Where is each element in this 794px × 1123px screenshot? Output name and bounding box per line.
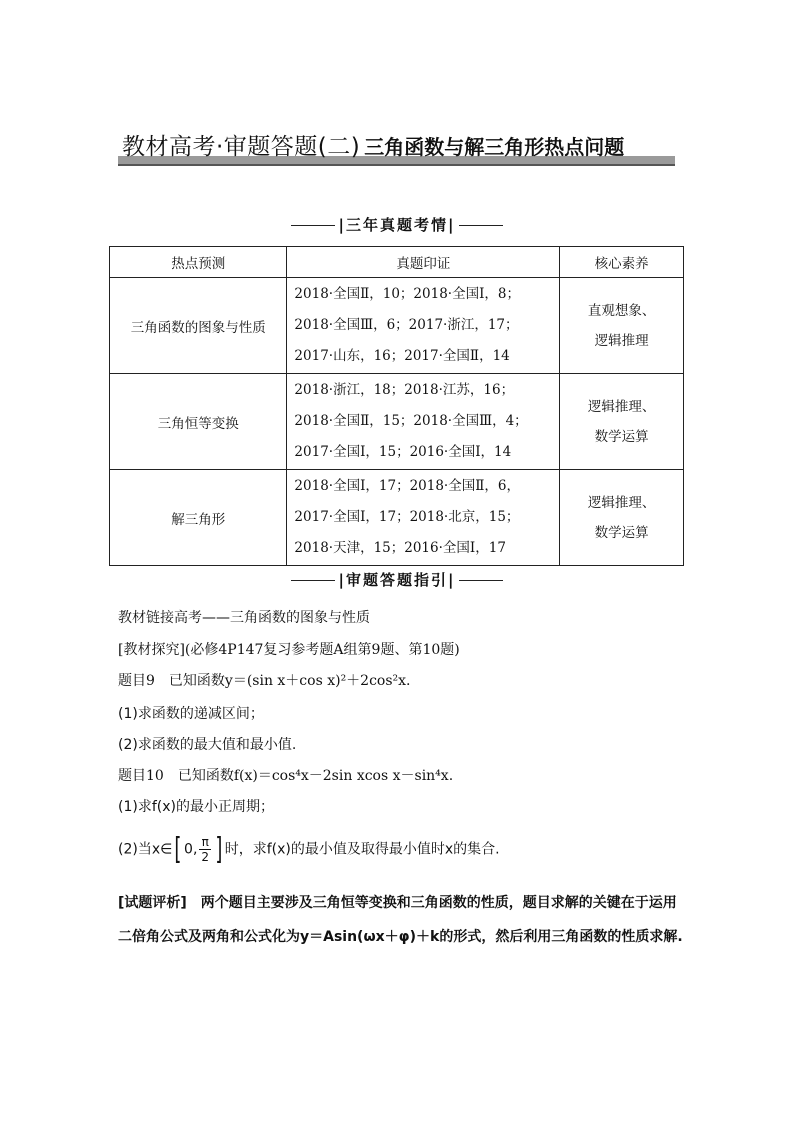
fraction-numerator: π — [199, 835, 211, 850]
table-header-cell: 真题印证 — [287, 247, 560, 278]
interval-lower: 0, — [184, 841, 198, 858]
topic-cell: 解三角形 — [110, 470, 287, 566]
evidence-line: 2018·浙江，18；2018·江苏，16； — [294, 382, 515, 398]
page-title — [118, 128, 678, 168]
title-sub: 三角函数与解三角形热点问题 — [364, 135, 625, 159]
fraction-pi-over-2 — [199, 835, 211, 864]
literacy-line: 逻辑推理 — [594, 332, 649, 349]
textbook-reference: [教材探究](必修4P147复习参考题A组第9题、第10题) — [118, 642, 460, 658]
evidence-cell — [287, 278, 560, 374]
section-heading-answer-guide — [0, 569, 794, 590]
evidence-line: 2017·全国Ⅰ，17；2018·北京，15； — [294, 509, 520, 525]
heading-rule-right — [459, 225, 503, 226]
literacy-line: 数学运算 — [594, 428, 649, 445]
table-header-cell: 热点预测 — [110, 247, 287, 278]
evidence-cell — [287, 374, 560, 470]
problem-10-part-1: (1)求f(x)的最小正周期； — [118, 799, 274, 815]
evidence-line: 2017·山东，16；2017·全国Ⅱ，14 — [294, 348, 510, 364]
table-header-cell: 核心素养 — [560, 247, 684, 278]
literacy-cell — [560, 374, 684, 470]
table-header-row — [110, 247, 684, 278]
table-row — [110, 374, 684, 470]
table-row — [110, 470, 684, 566]
interval-close-bracket: ] — [215, 832, 223, 867]
heading-rule-left — [291, 580, 335, 581]
topic-cell: 三角函数的图象与性质 — [110, 278, 287, 374]
exam-trends-table — [109, 246, 684, 566]
evidence-line: 2018·全国Ⅲ，6；2017·浙江，17； — [294, 317, 519, 333]
literacy-cell — [560, 470, 684, 566]
part-2-suffix: 时，求f(x)的最小值及取得最小值时x的集合. — [224, 841, 500, 858]
problem-analysis: [试题评析] 两个题目主要涉及三角恒等变换和三角函数的性质，题目求解的关键在于运用二倍角公式及两角和公式化为y＝Asin(ωx＋φ)＋k的形式，然后利用三角函数的性质求解. — [118, 895, 683, 945]
literacy-line: 逻辑推理、 — [587, 398, 656, 415]
problem-9-part-1: (1)求函数的递减区间； — [118, 706, 264, 722]
title-main: 教材高考·审题答题(二) — [122, 134, 361, 160]
section-heading-text: |三年真题考情| — [338, 216, 456, 234]
section-heading-exam-trends — [0, 214, 794, 235]
problem-10-part-2 — [118, 832, 500, 867]
part-2-prefix: (2)当x∈ — [118, 841, 173, 858]
problem-10: 题目10 已知函数f(x)＝cos⁴x－2sin xcos x－sin⁴x. — [118, 768, 454, 784]
evidence-line: 2018·全国Ⅱ，10；2018·全国Ⅰ，8； — [294, 286, 520, 302]
evidence-line: 2018·全国Ⅰ，17；2018·全国Ⅱ，6， — [294, 478, 520, 494]
literacy-line: 逻辑推理、 — [587, 494, 656, 511]
problem-9-part-2: (2)求函数的最大值和最小值. — [118, 737, 297, 753]
evidence-cell — [287, 470, 560, 566]
literacy-line: 直观想象、 — [587, 302, 656, 319]
interval-open-bracket: [ — [174, 832, 182, 867]
title-text — [122, 128, 624, 161]
evidence-line: 2017·全国Ⅰ，15；2016·全国Ⅰ，14 — [294, 444, 512, 460]
problem-9: 题目9 已知函数y＝(sin x＋cos x)²＋2cos²x. — [118, 673, 411, 689]
heading-rule-left — [291, 225, 335, 226]
literacy-cell — [560, 278, 684, 374]
section-heading-text: |审题答题指引| — [338, 571, 456, 589]
evidence-line: 2018·天津，15；2016·全国Ⅰ，17 — [294, 540, 506, 556]
title-underline-rule — [118, 164, 675, 166]
heading-rule-right — [459, 580, 503, 581]
evidence-line: 2018·全国Ⅱ，15；2018·全国Ⅲ，4； — [294, 413, 528, 429]
table-row — [110, 278, 684, 374]
topic-cell: 三角恒等变换 — [110, 374, 287, 470]
subsection-title: 教材链接高考——三角函数的图象与性质 — [118, 610, 370, 626]
fraction-denominator: 2 — [201, 850, 210, 864]
literacy-line: 数学运算 — [594, 524, 649, 541]
